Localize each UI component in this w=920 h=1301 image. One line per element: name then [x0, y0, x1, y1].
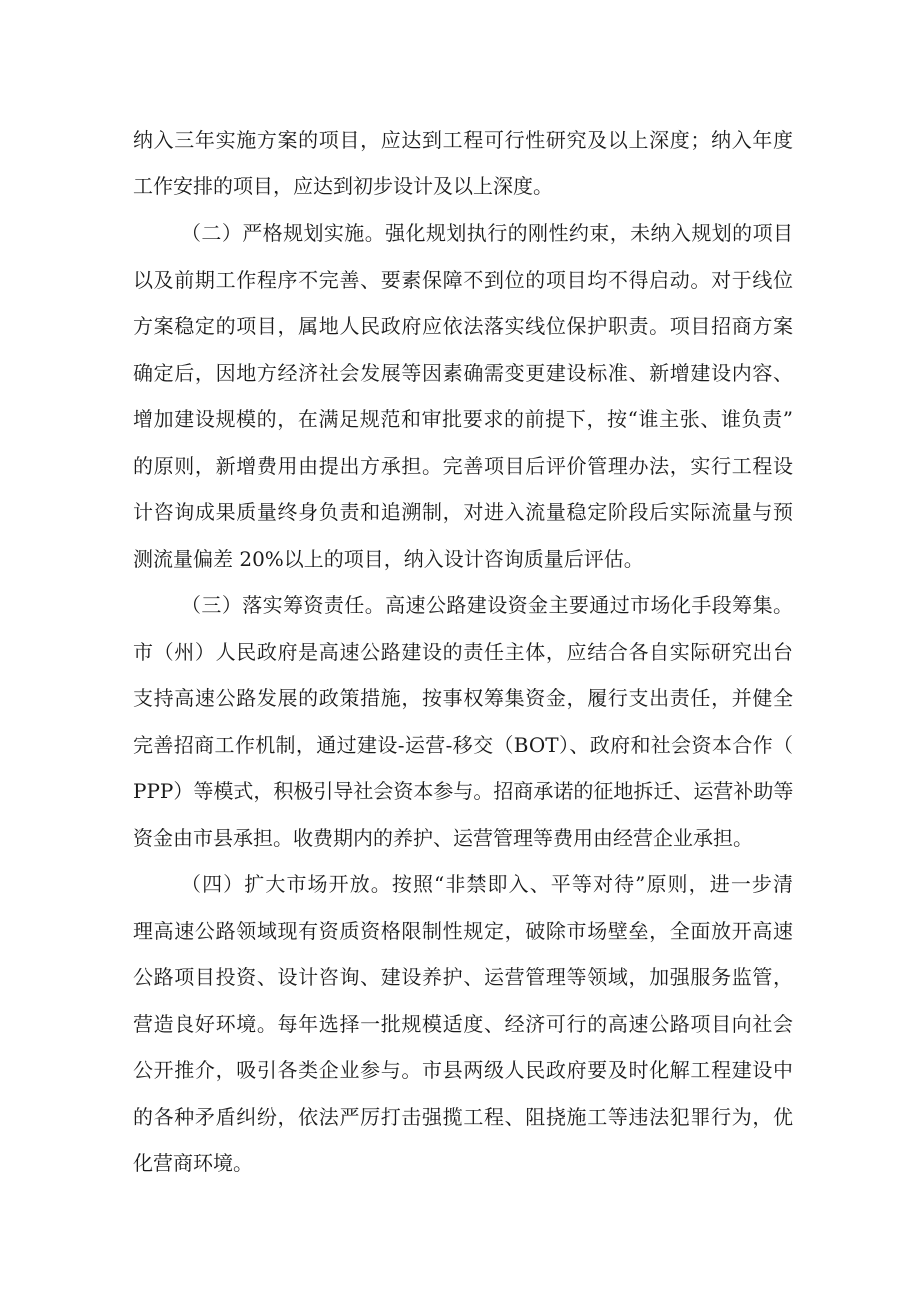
text-line: 计咨询成果质量终身负责和追溯制，对进入流量稳定阶段后实际流量与预	[133, 500, 793, 524]
text-line: （四）扩大市场开放。按照“非禁即入、平等对待”原则，进一步清	[181, 872, 793, 896]
text-line: 纳入三年实施方案的项目，应达到工程可行性研究及以上深度；纳入年度	[133, 128, 793, 152]
text-line: 工作安排的项目，应达到初步设计及以上深度。	[133, 174, 553, 198]
text-line: 完善招商工作机制，通过建设-运营-移交（BOT）、政府和社会资本合作（	[133, 733, 793, 757]
text-line: 公开推介，吸引各类企业参与。市县两级人民政府要及时化解工程建设中	[133, 1058, 793, 1082]
text-line: 资金由市县承担。收费期内的养护、运营管理等费用由经营企业承担。	[133, 826, 753, 850]
text-line: 测流量偏差 20%以上的项目，纳入设计咨询质量后评估。	[133, 547, 644, 571]
text-line: 方案稳定的项目，属地人民政府应依法落实线位保护职责。项目招商方案	[133, 314, 793, 338]
text-line: 营造良好环境。每年选择一批规模适度、经济可行的高速公路项目向社会	[133, 1012, 793, 1036]
text-line: （二）严格规划实施。强化规划执行的刚性约束，未纳入规划的项目	[181, 221, 793, 245]
text-line: 理高速公路领域现有资质资格限制性规定，破除市场壁垒，全面放开高速	[133, 919, 793, 943]
text-line: 支持高速公路发展的政策措施，按事权筹集资金，履行支出责任，并健全	[133, 686, 793, 710]
text-line: 的原则，新增费用由提出方承担。完善项目后评价管理办法，实行工程设	[133, 454, 793, 478]
text-line: 增加建设规模的，在满足规范和审批要求的前提下，按“谁主张、谁负责”	[133, 407, 793, 431]
text-line: 的各种矛盾纠纷，依法严厉打击强揽工程、阻挠施工等违法犯罪行为，优	[133, 1105, 793, 1129]
text-line: 以及前期工作程序不完善、要素保障不到位的项目均不得启动。对于线位	[133, 268, 793, 292]
text-line: 公路项目投资、设计咨询、建设养护、运营管理等领域，加强服务监管，	[133, 965, 793, 989]
text-line: 化营商环境。	[133, 1151, 253, 1175]
text-line: （三）落实筹资责任。高速公路建设资金主要通过市场化手段筹集。	[181, 593, 793, 617]
text-line: 确定后，因地方经济社会发展等因素确需变更建设标准、新增建设内容、	[133, 361, 793, 385]
text-line: PPP）等模式，积极引导社会资本参与。招商承诺的征地拆迁、运营补助等	[133, 779, 794, 803]
text-line: 市（州）人民政府是高速公路建设的责任主体，应结合各自实际研究出台	[133, 640, 793, 664]
